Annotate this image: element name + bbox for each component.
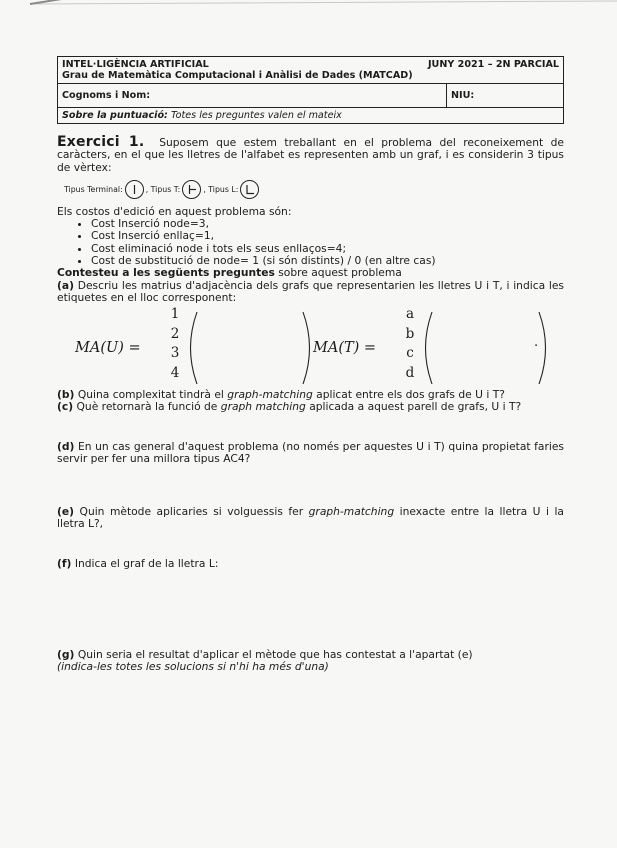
question-e-text	[57, 506, 564, 531]
type-l-label: , Tipus L:	[203, 184, 239, 194]
question-d	[57, 441, 564, 466]
cost-item: • Cost Inserció enllaç=1,	[91, 230, 564, 242]
matrix-t-row-labels	[403, 305, 417, 383]
question-letter: (g)	[57, 648, 75, 661]
cost-item: • Cost eliminació node i tots els seus enllaços=4;	[91, 243, 564, 255]
question-letter: (b)	[57, 388, 75, 401]
matrix-t-row-label: b	[405, 325, 415, 342]
vertex-types	[64, 179, 564, 201]
matrix-u-row-label: 2	[170, 325, 180, 342]
matrix-t-row-label: c	[406, 345, 414, 362]
name-label: Cognoms i Nom:	[62, 90, 151, 101]
question-d-body: En un cas general d'aquest problema (no només per aquestes U i T) quina propietat faries servir per fer una millora tipus AC4?	[57, 440, 564, 466]
question-letter: (d)	[57, 440, 75, 453]
header-title-cell	[58, 57, 564, 84]
question-e	[57, 506, 564, 531]
scoring-value: Totes les preguntes valen el mateix	[170, 110, 342, 121]
question-a-text: Descriu les matrius d'adjacència dels grafs que representarien les lletres U i T, i indica les etiquetes en el lloc corresponent:	[57, 278, 564, 304]
question-c-pre: Què retornarà la funció de	[76, 400, 221, 414]
t-vertex-icon	[182, 180, 201, 199]
question-b-post: aplicat entre els dos grafs de U i T?	[312, 388, 505, 401]
scoring-cell	[58, 108, 564, 124]
question-c-em: graph matching	[220, 400, 306, 414]
terminal-vertex-icon	[125, 180, 144, 199]
question-g-note: (indica-les totes les solucions si n'hi ha més d'una)	[57, 660, 329, 674]
costs-list	[57, 218, 564, 267]
course-title: INTEL·LIGÈNCIA ARTIFICIAL	[62, 59, 209, 70]
question-d-text	[57, 441, 564, 466]
cost-item: • Cost Inserció node=3,	[91, 218, 564, 230]
question-letter: (c)	[57, 400, 74, 414]
question-g	[57, 649, 564, 674]
matrix-u-row-label: 3	[170, 345, 180, 362]
question-e-em: graph-matching	[308, 505, 395, 518]
type-t-label: , Tipus T:	[145, 184, 181, 194]
exercise-title: Exercici 1.	[57, 134, 145, 150]
question-b-pre: Quina complexitat tindrà el	[77, 388, 228, 401]
question-e-post: inexacte entre la lletra U i la lletra L?,	[57, 505, 564, 531]
question-letter: (f)	[57, 557, 72, 570]
matrix-t-row-label: a	[405, 306, 415, 323]
matrix-u-row-label: 1	[170, 306, 180, 323]
adjacency-matrices	[57, 307, 564, 397]
exercise-intro	[57, 136, 564, 174]
matrix-t-row-label: d	[405, 364, 415, 381]
question-g-body: Quin seria el resultat d'aplicar el mètode que has contestat a l'apartat (e)	[77, 648, 473, 661]
question-c-post: aplicada a aquest parell de grafs, U i T?	[305, 400, 522, 414]
name-field[interactable]	[58, 84, 447, 108]
question-letter: (a)	[57, 278, 74, 292]
question-e-pre: Quin mètode aplicaries si volguessis fer	[79, 505, 309, 518]
question-c-text	[57, 401, 564, 413]
exam-header	[57, 56, 564, 124]
matrix-u-label: MA(U) =	[75, 340, 141, 357]
matrix-t-label: MA(T) =	[313, 340, 377, 357]
matrix-t-trailing-dot: .	[534, 335, 539, 351]
exercise-intro-text: Suposem que estem treballant en el problema del reconeixement de caràcters, en el que les lletres de l'alfabet es representen amb un graf, i es considerin 3 tipus de vèrtex:	[57, 136, 565, 174]
question-b-em: graph-matching	[227, 388, 313, 401]
matrix-t-answer-area[interactable]	[434, 311, 534, 385]
matrix-u-row-labels	[168, 305, 182, 383]
question-letter: (e)	[57, 505, 75, 518]
question-b	[57, 389, 564, 414]
exercise-section	[57, 136, 564, 397]
question-f	[57, 558, 564, 570]
question-f-text	[57, 558, 564, 570]
l-vertex-icon	[240, 180, 259, 199]
answer-instruction-rest: sobre aquest problema	[274, 266, 402, 280]
cost-item: • Cost de substitució de node= 1 (si són distints) / 0 (en altre cas)	[91, 255, 564, 267]
niu-label: NIU:	[451, 90, 475, 101]
matrix-u-answer-area[interactable]	[199, 311, 301, 385]
question-g-note-line	[57, 661, 564, 673]
matrix-t-left-paren	[418, 311, 434, 385]
matrix-t-right-paren	[537, 311, 553, 385]
scoring-label: Sobre la puntuació:	[62, 110, 168, 121]
costs-intro: Els costos d'edició en aquest problema són:	[57, 204, 292, 218]
niu-field[interactable]	[447, 84, 564, 108]
question-f-body: Indica el graf de la lletra L:	[74, 557, 219, 570]
type-terminal-label: Tipus Terminal:	[64, 184, 123, 194]
degree-name: Grau de Matemàtica Computacional i Anàlisi de Dades (MATCAD)	[62, 70, 413, 81]
matrix-u-left-paren	[183, 311, 199, 385]
exam-date: JUNY 2021 – 2N PARCIAL	[427, 59, 559, 70]
answer-instruction-bold: Contesteu a les següents preguntes	[57, 266, 275, 280]
question-a	[57, 280, 564, 305]
matrix-u-row-label: 4	[170, 364, 180, 381]
page-edge-line	[30, 0, 617, 4]
